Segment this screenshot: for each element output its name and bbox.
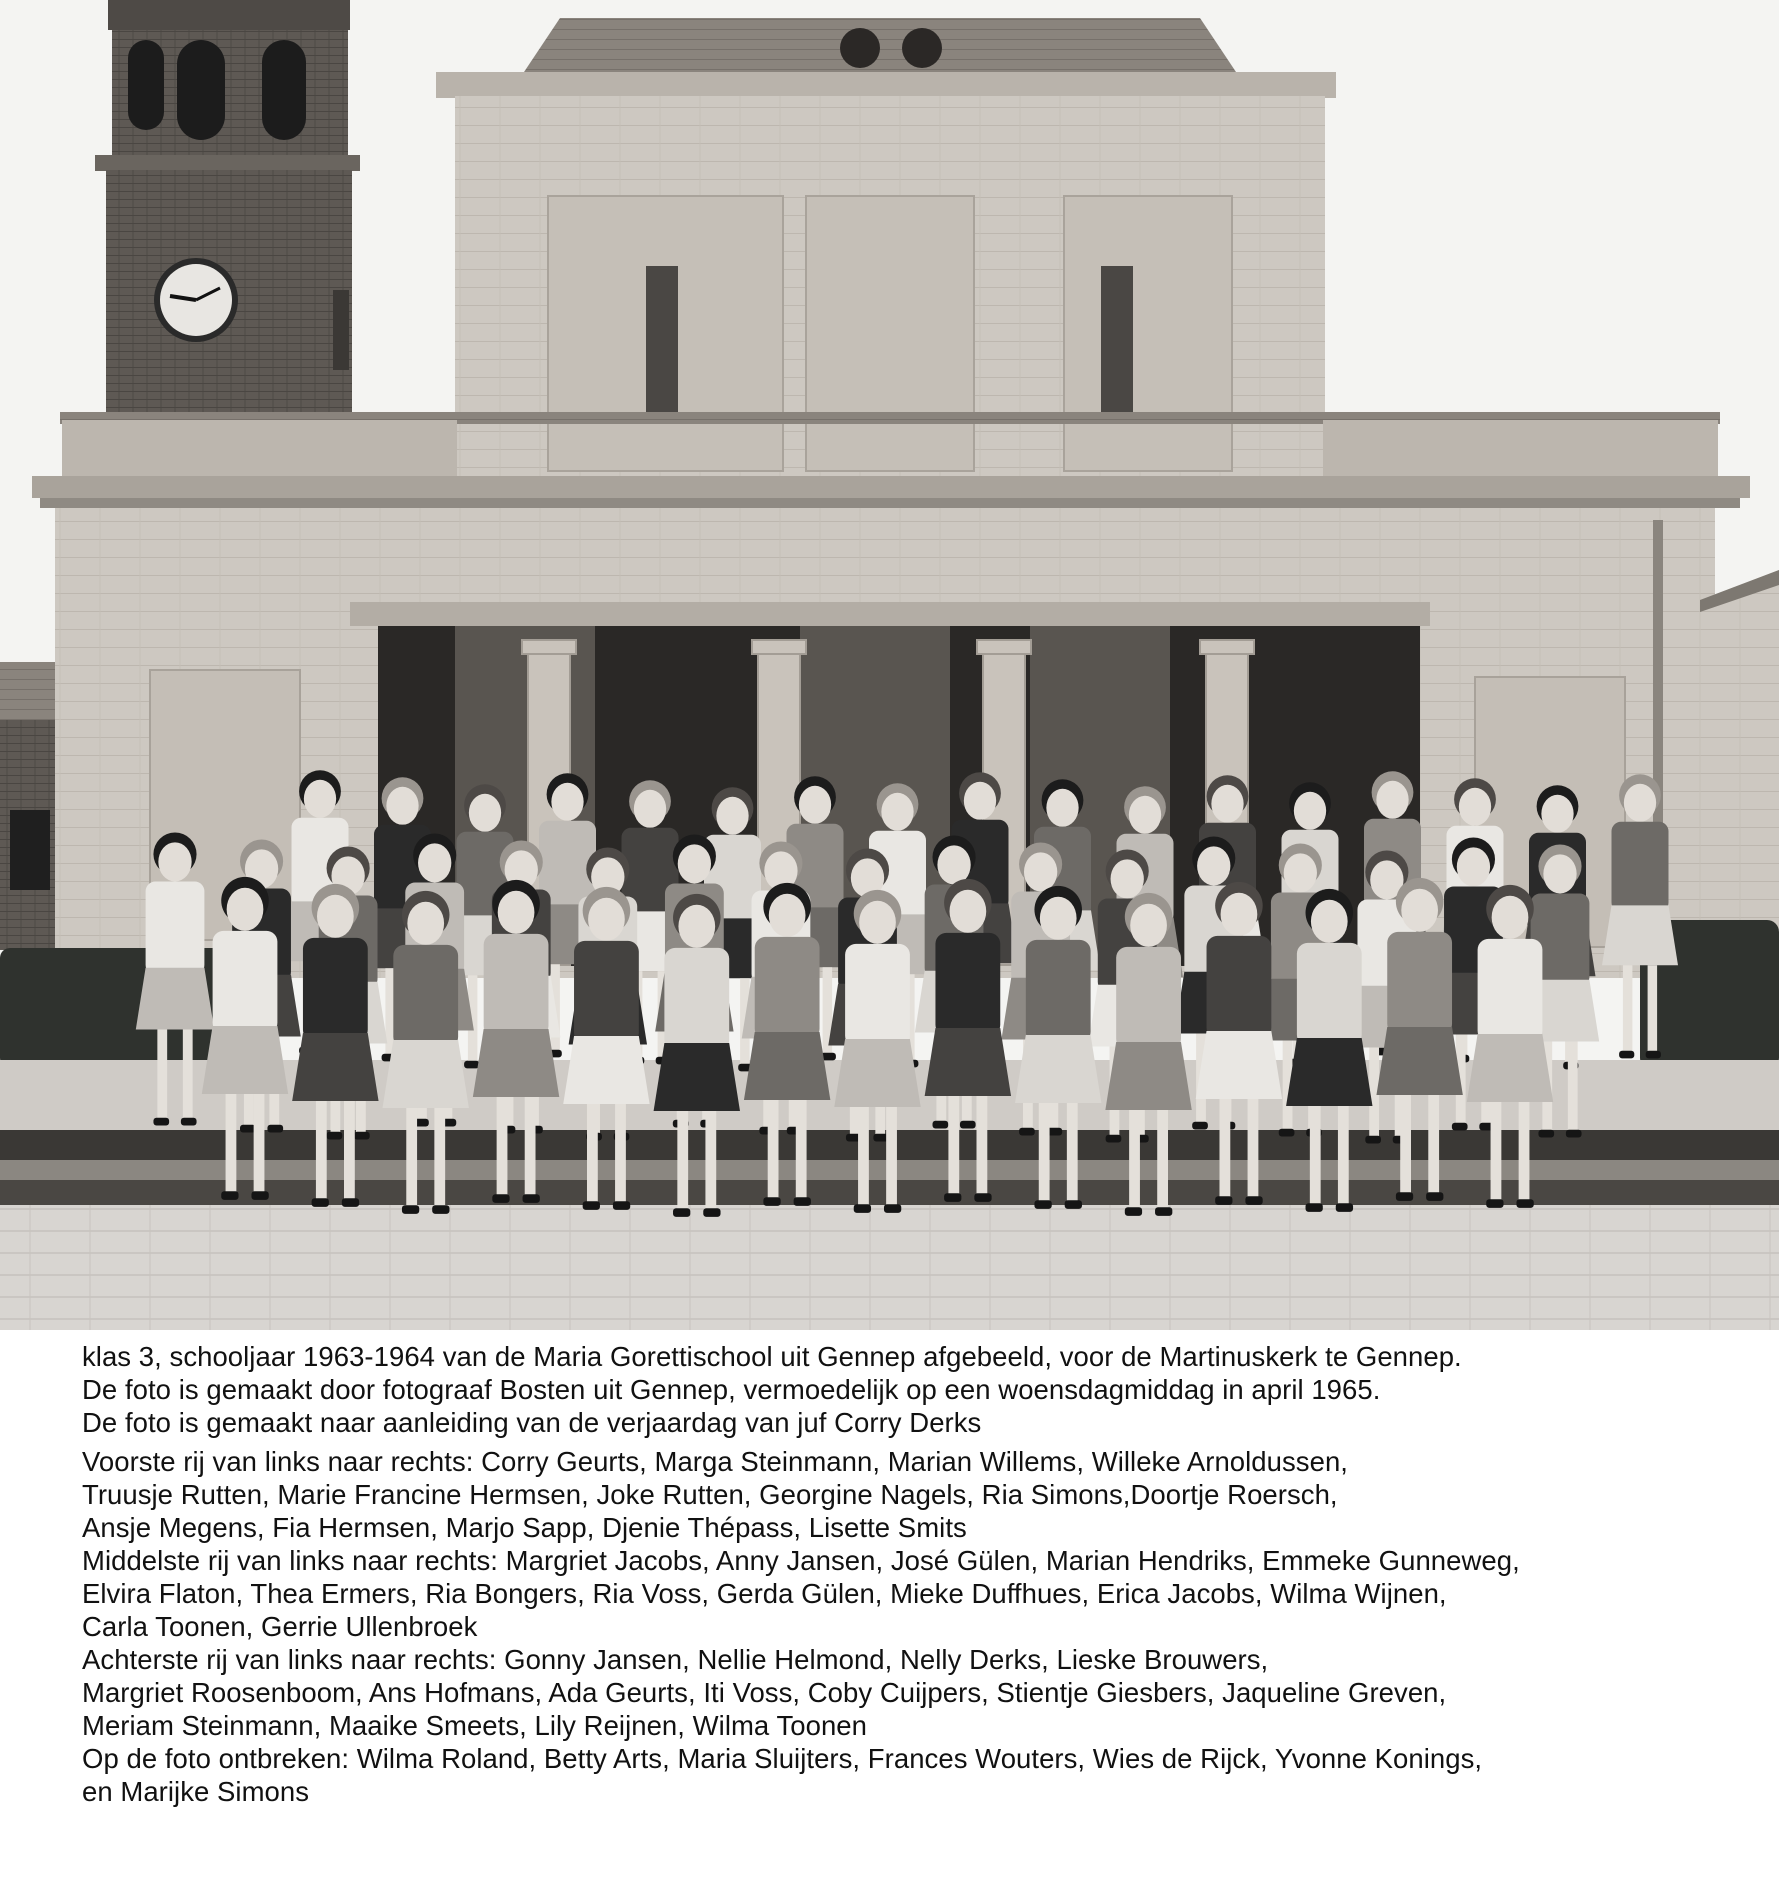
caption-front-row: Ansje Megens, Fia Hermsen, Marjo Sapp, Djenie Thépass, Lisette Smits: [82, 1512, 967, 1543]
caption-front-row: Truusje Rutten, Marie Francine Hermsen, Joke Rutten, Georgine Nagels, Ria Simons,Doortje Roersch,: [82, 1479, 1338, 1510]
caption-class-year: klas 3, schooljaar 1963-1964 van de Maria Gorettischool uit Gennep afgebeeld, voor de Martinuskerk te Gennep.: [82, 1341, 1462, 1372]
caption-missing: en Marijke Simons: [82, 1776, 310, 1807]
photo-caption: [82, 1340, 1772, 1808]
caption-middle-row: Middelste rij van links naar rechts: Margriet Jacobs, Anny Jansen, José Gülen, Marian Hendriks, Emmeke Gunneweg,: [82, 1545, 1520, 1576]
caption-photographer: De foto is gemaakt door fotograaf Bosten uit Gennep, vermoedelijk op een woensdagmiddag in april 1965.: [82, 1374, 1381, 1405]
caption-back-row: Achterste rij van links naar rechts: Gonny Jansen, Nellie Helmond, Nelly Derks, Lieske Brouwers,: [82, 1644, 1269, 1675]
caption-missing: Op de foto ontbreken: Wilma Roland, Betty Arts, Maria Sluijters, Frances Wouters, Wies de Rijck, Yvonne Konings,: [82, 1743, 1483, 1774]
bell-tower: [95, 0, 360, 415]
caption-middle-row: Elvira Flaton, Thea Ermers, Ria Bongers, Ria Voss, Gerda Gülen, Mieke Duffhues, Erica Jacobs, Wilma Wijnen,: [82, 1578, 1447, 1609]
clock-face-icon: [154, 258, 238, 342]
caption-middle-row: Carla Toonen, Gerrie Ullenbroek: [82, 1611, 478, 1642]
caption-back-row: Margriet Roosenboom, Ans Hofmans, Ada Geurts, Iti Voss, Coby Cuijpers, Stientje Giesbers, Jaqueline Greven,: [82, 1677, 1447, 1708]
caption-back-row: Meriam Steinmann, Maaike Smeets, Lily Reijnen, Wilma Toonen: [82, 1710, 867, 1741]
caption-front-row: Voorste rij van links naar rechts: Corry Geurts, Marga Steinmann, Marian Willems, Willeke Arnoldussen,: [82, 1446, 1348, 1477]
caption-occasion: De foto is gemaakt naar aanleiding van de verjaardag van juf Corry Derks: [82, 1407, 982, 1438]
